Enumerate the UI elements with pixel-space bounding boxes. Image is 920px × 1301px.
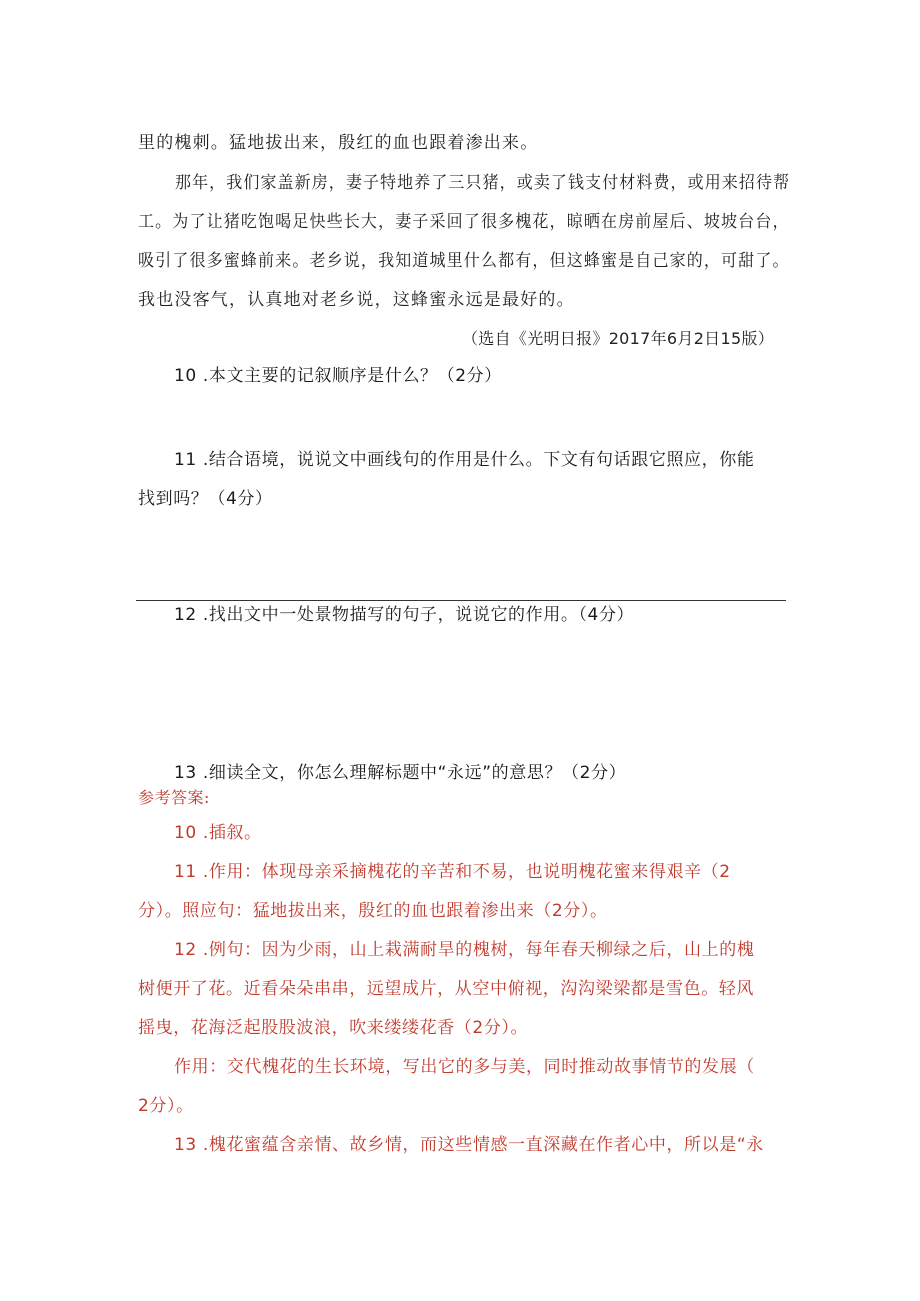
answer-key-label: 参考答案: [138, 788, 210, 807]
question-12: 12 .找出文中一处景物描写的句子，说说它的作用。（4分） [174, 605, 635, 625]
passage-line-5: 我也没客气，认真地对老乡说，这蜂蜜永远是最好的。 [138, 290, 575, 310]
question-10: 10 .本文主要的记叙顺序是什么？（2分） [174, 366, 502, 386]
answer-12-line-3: 摇曳，花海泛起股股波浪，吹来缕缕花香（2分）。 [138, 1018, 529, 1038]
answer-10: 10 .插叙。 [174, 823, 262, 843]
answer-12-line-5: 2分）。 [138, 1096, 194, 1116]
question-13: 13 .细读全文，你怎么理解标题中“永远”的意思？（2分） [174, 763, 627, 783]
passage-source: （选自《光明日报》2017年6月2日15版） [462, 329, 775, 348]
answer-11-line-1: 11 .作用：体现母亲采摘槐花的辛苦和不易，也说明槐花蜜来得艰辛（2 [174, 862, 731, 882]
underline-divider [136, 600, 786, 601]
answer-12-line-4: 作用：交代槐花的生长环境，写出它的多与美，同时推动故事情节的发展（ [174, 1057, 755, 1077]
answer-12-line-1: 12 .例句：因为少雨，山上栽满耐旱的槐树，每年春天柳绿之后，山上的槐 [174, 940, 755, 960]
passage-line-2: 那年，我们家盖新房，妻子特地养了三只猪，或卖了钱支付材料费，或用来招待帮 [175, 173, 791, 193]
answer-13-line-1: 13 .槐花蜜蕴含亲情、故乡情，而这些情感一直深藏在作者心中，所以是“永 [174, 1135, 764, 1155]
answer-11-line-2: 分）。照应句：猛地拔出来，殷红的血也跟着渗出来（2分）。 [138, 901, 608, 921]
answer-12-line-2: 树便开了花。近看朵朵串串，远望成片，从空中俯视，沟沟梁梁都是雪色。轻风 [138, 979, 754, 999]
question-11-line-2: 找到吗？（4分） [138, 489, 273, 509]
question-11-line-1: 11 .结合语境，说说文中画线句的作用是什么。下文有句话跟它照应，你能 [174, 450, 755, 470]
passage-line-1: 里的槐刺。猛地拔出来，殷红的血也跟着渗出来。 [138, 133, 539, 153]
passage-line-3: 工。为了让猪吃饱喝足快些长大，妻子采回了很多槐花，晾晒在房前屋后、坡坡台台， [138, 212, 790, 232]
passage-line-4: 吸引了很多蜜蜂前来。老乡说，我知道城里什么都有，但这蜂蜜是自己家的，可甜了。 [138, 251, 790, 271]
